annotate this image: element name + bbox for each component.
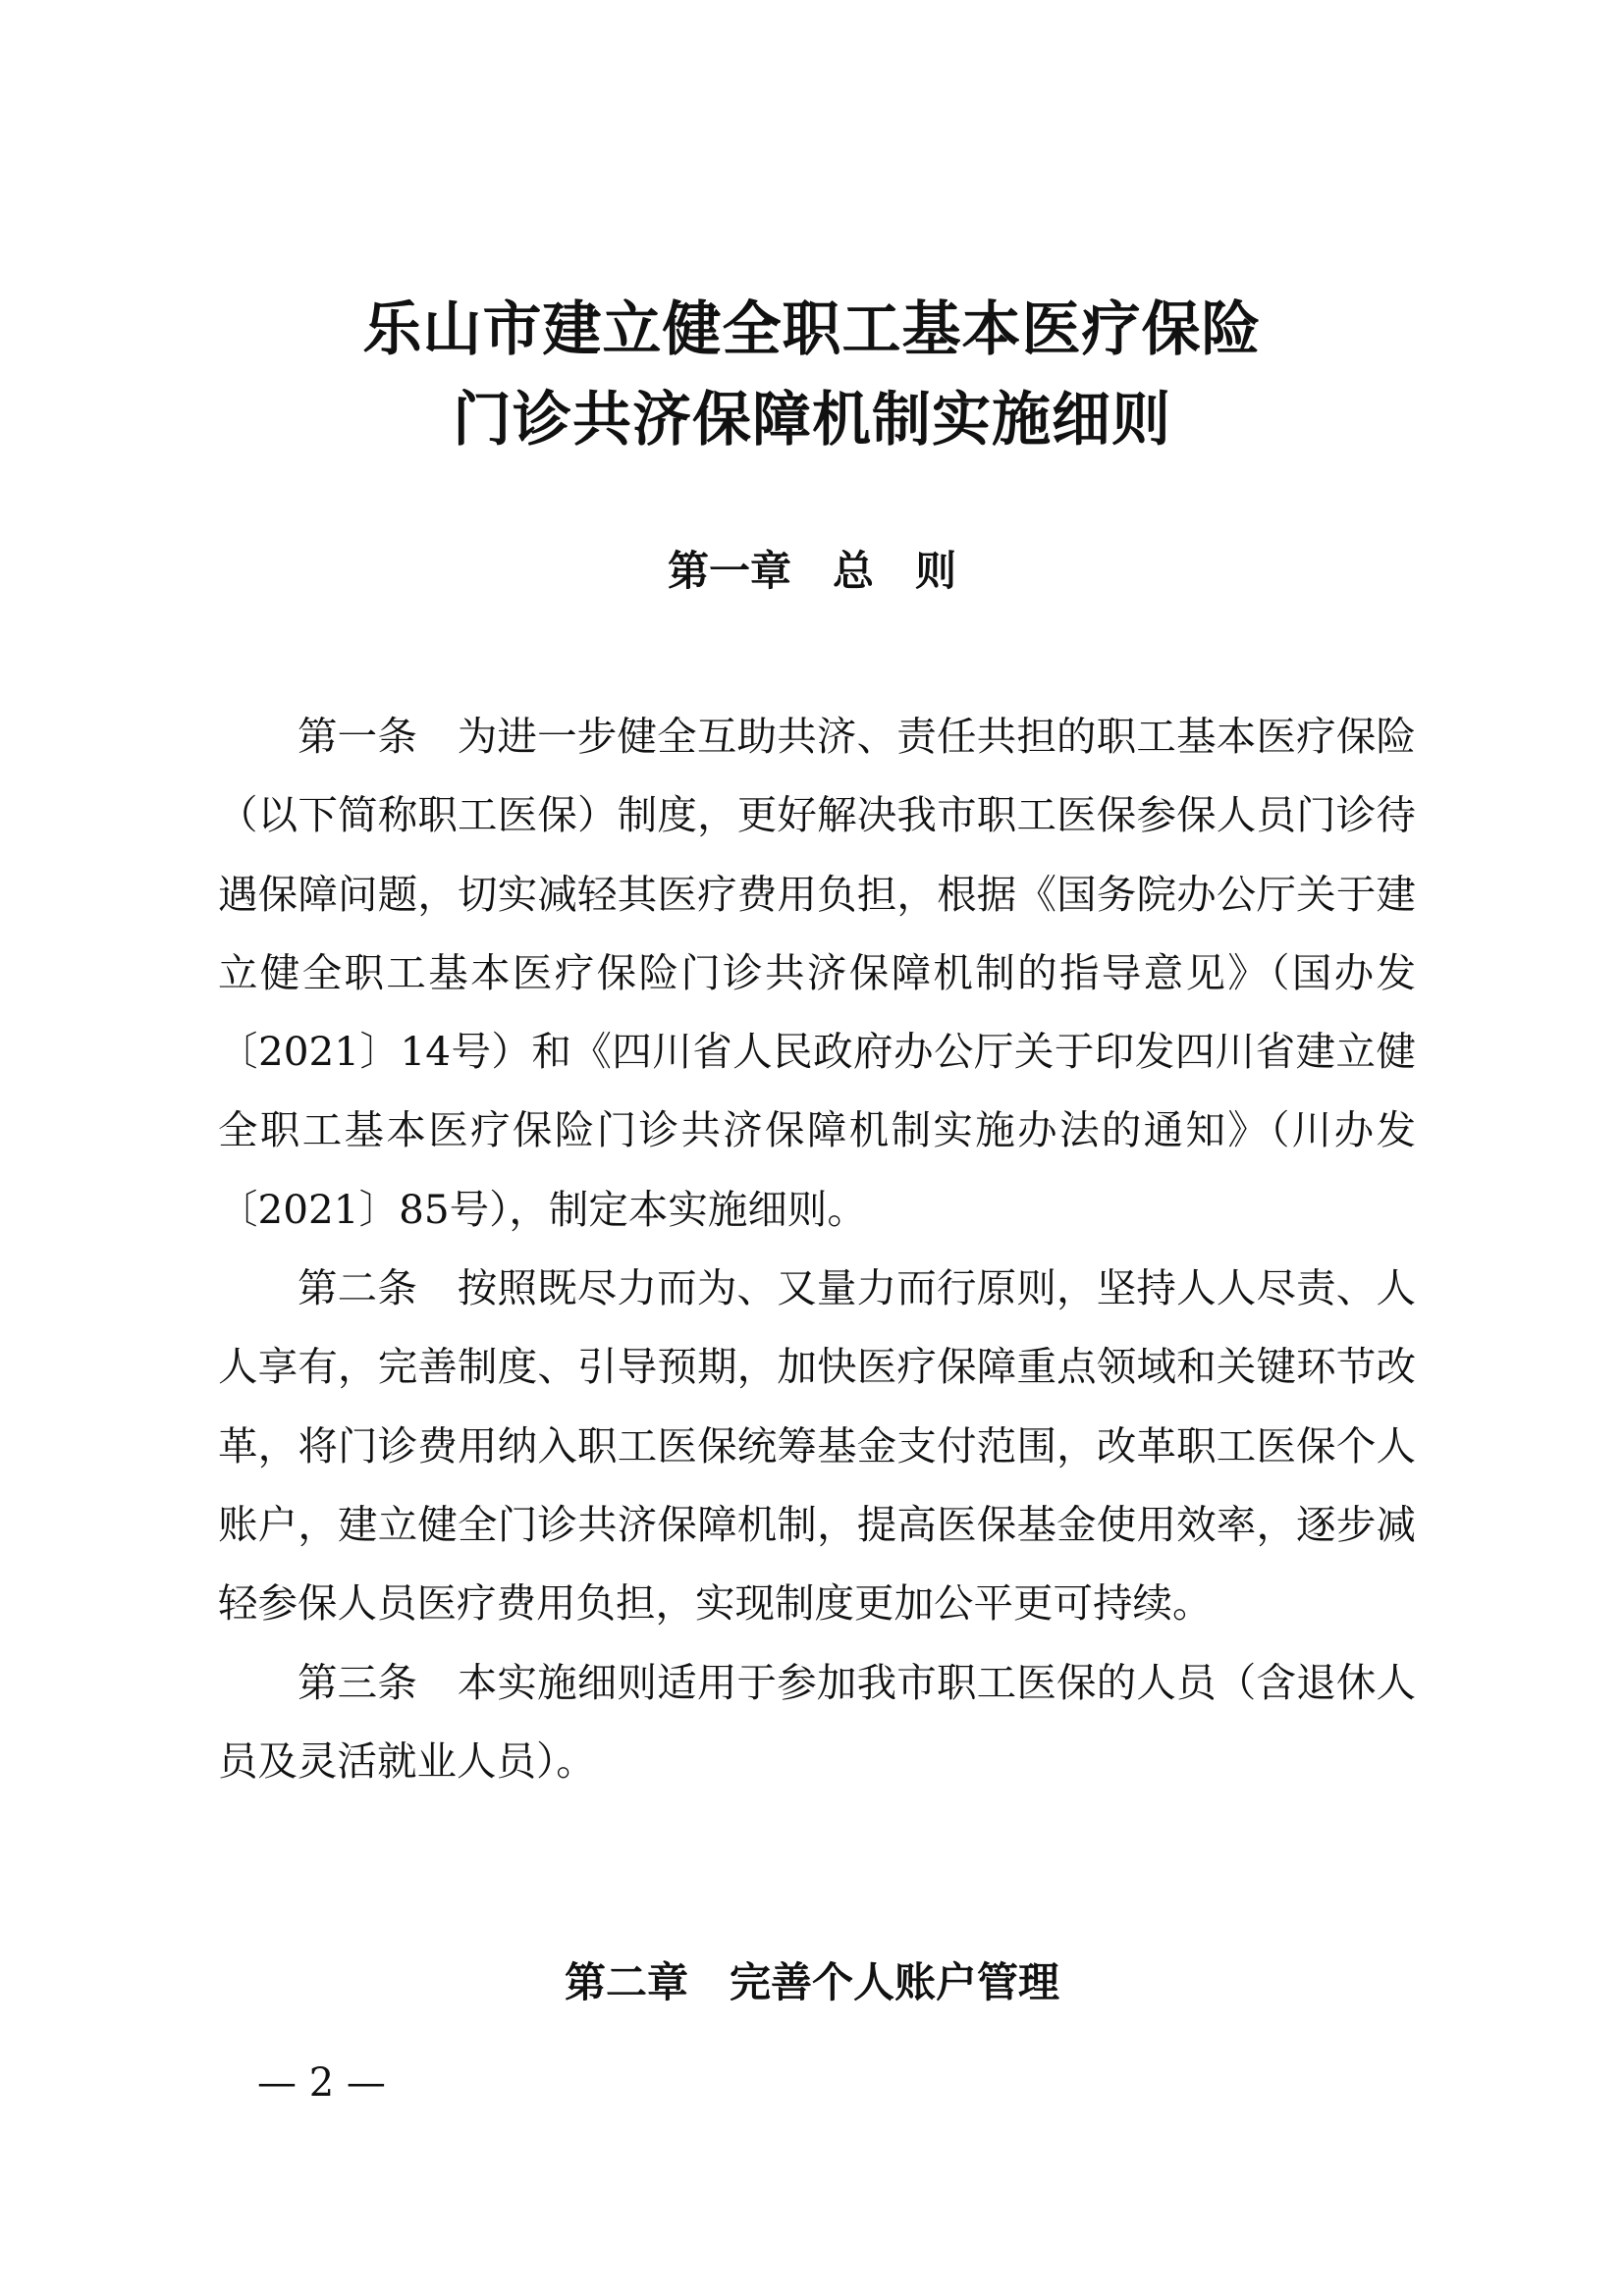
article-3	[218, 1643, 1416, 1801]
article-1-text: 为进一步健全互助共济、责任共担的职工基本医疗保险（以下简称职工医保）制度，更好解决我市职工医保参保人员门诊待遇保障问题，切实减轻其医疗费用负担，根据《国务院办公厅关于建立健全职工基本医疗保险门诊共济保障机制的指导意见》（国办发〔2021〕14号）和《四川省人民政府办公厅关于印发四川省建立健全职工基本医疗保险门诊共济保障机制实施办法的通知》（川办发〔2021〕85号），制定本实施细则。	[218, 713, 1417, 1233]
document-title	[0, 285, 1624, 465]
article-2	[218, 1249, 1416, 1642]
page-number: — 2 —	[257, 2060, 386, 2106]
chapter-1-heading: 第一章 总 则	[667, 547, 956, 595]
article-3-number: 第三条	[298, 1658, 458, 1706]
title-line-2: 门诊共济保障机制实施细则	[453, 386, 1171, 454]
article-1-number: 第一条	[298, 713, 458, 760]
article-3-text: 本实施细则适用于参加我市职工医保的人员（含退休人员及灵活就业人员）。	[218, 1658, 1417, 1785]
chapter-2-heading: 第二章 完善个人账户管理	[564, 1958, 1059, 2006]
article-1	[218, 697, 1416, 1249]
body-text	[218, 697, 1416, 1800]
article-2-text: 按照既尽力而为、又量力而行原则，坚持人人尽责、人人享有，完善制度、引导预期，加快医疗保障重点领域和关键环节改革，将门诊费用纳入职工医保统筹基金支付范围，改革职工医保个人账户，建立健全门诊共济保障机制，提高医保基金使用效率，逐步减轻参保人员医疗费用负担，实现制度更加公平更可持续。	[218, 1264, 1417, 1628]
title-line-1: 乐山市建立健全职工基本医疗保险	[362, 295, 1262, 364]
article-2-number: 第二条	[298, 1264, 458, 1312]
